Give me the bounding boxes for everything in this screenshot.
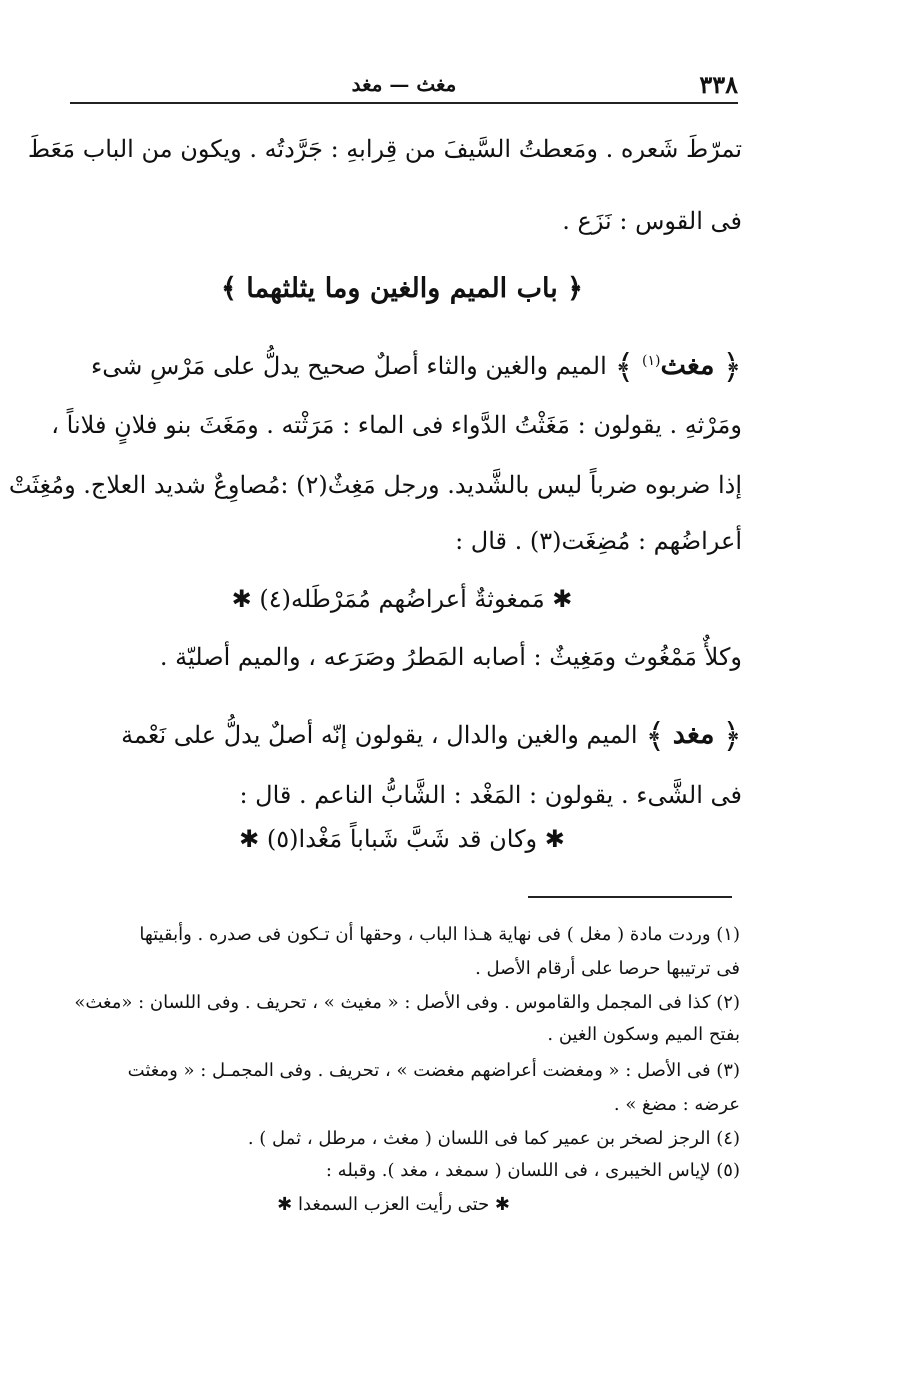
- entry-text-line: إذا ضربوه ضرباً ليس بالشَّديد. ورجل مَغِثٌ(٢) :مُصاوِعٌ شديد العلاج. ومُغِثَتْ: [8, 471, 742, 499]
- footnote-verse: ✱ حتى رأيت العزب السمغدا ✱: [277, 1194, 510, 1215]
- footnote-rule: [528, 896, 732, 898]
- footnote-line: (٤) الرجز لصخر بن عمير كما فى اللسان ( مغث ، مرطل ، ثمل ) .: [247, 1128, 740, 1149]
- footnote-line: (٣) فى الأصل : « ومغضت أعراضهم مغضت » ، تحريف . وفى المجمـل : « ومغثت: [127, 1060, 740, 1081]
- open-bracket: ﴿: [722, 347, 742, 388]
- footnote-line: (٢) كذا فى المجمل والقاموس . وفى الأصل : « مغيث » ، تحريف . وفى اللسان : «مغث»: [74, 992, 740, 1013]
- header-rule: [70, 102, 738, 104]
- verse-line: ✱ مَمغوثةٌ أعراضُهم مُمَرْطَله(٤) ✱: [231, 585, 573, 613]
- entry-first-line: [62, 344, 742, 388]
- footnote-line: فى ترتيبها حرصا على أرقام الأصل .: [475, 958, 740, 979]
- running-head: مغث — مغد: [351, 72, 457, 96]
- footnote-line: (١) وردت مادة ( مغل ) فى نهاية هـذا الباب ، وحقها أن تـكون فى صدره . وأبقيتها: [139, 924, 740, 945]
- entry-text-line: ومَرْثهِ . يقولون : مَغَثْتُ الدَّواء فى الماء : مَرَثْته . ومَغَثَ بنو فلانٍ فلاناً ،: [51, 411, 742, 439]
- entry-text: الميم والغين والثاء أصلٌ صحيح يدلُّ على مَرْسِ شىء: [90, 352, 607, 380]
- footnote-mark: (١): [641, 353, 661, 369]
- open-bracket: ﴿: [722, 716, 742, 757]
- entry-headword: مغث: [660, 350, 715, 381]
- page-number: ٣٣٨: [699, 70, 738, 99]
- verse-line: ✱ وكان قد شَبَّ شَباباً مَغْدا(٥) ✱: [239, 825, 565, 853]
- entry-text: الميم والغين والدال ، يقولون إنّه أصلٌ يدلُّ على نَعْمة: [121, 721, 638, 749]
- page-header: [70, 70, 738, 99]
- entry-text-line: فى الشَّىء . يقولون : المَغْد : الشَّابُّ الناعم . قال :: [239, 781, 742, 809]
- close-bracket: ﴾: [614, 347, 635, 388]
- footnote-line: بفتح الميم وسكون الغين .: [547, 1024, 740, 1045]
- close-bracket: ﴾: [645, 716, 666, 757]
- text-line: تمرّطَ شَعره . ومَعطتُ السَّيفَ من قِرابهِ : جَرَّدتُه . ويكون من الباب مَعَطَ: [27, 135, 742, 163]
- entry-text-line: وكلأٌ مَمْغُوث ومَغِيثٌ : أصابه المَطرُ وصَرَعه ، والميم أصليّة .: [159, 643, 742, 671]
- text-line: فى القوس : نَزَع .: [562, 207, 742, 235]
- entry-first-line: [62, 716, 742, 757]
- footnote-line: عرضه : مضغ » .: [613, 1094, 740, 1115]
- entry-headword: مغد: [672, 719, 715, 750]
- footnote-line: (٥) لإياس الخيبرى ، فى اللسان ( سمغد ، مغد ). وقبله :: [325, 1160, 740, 1181]
- entry-text-line: أعراضُهم : مُضِغَت(٣) . قال :: [455, 527, 742, 555]
- section-heading: ﴿ باب الميم والغين وما يثلثهما ﴾: [221, 273, 583, 304]
